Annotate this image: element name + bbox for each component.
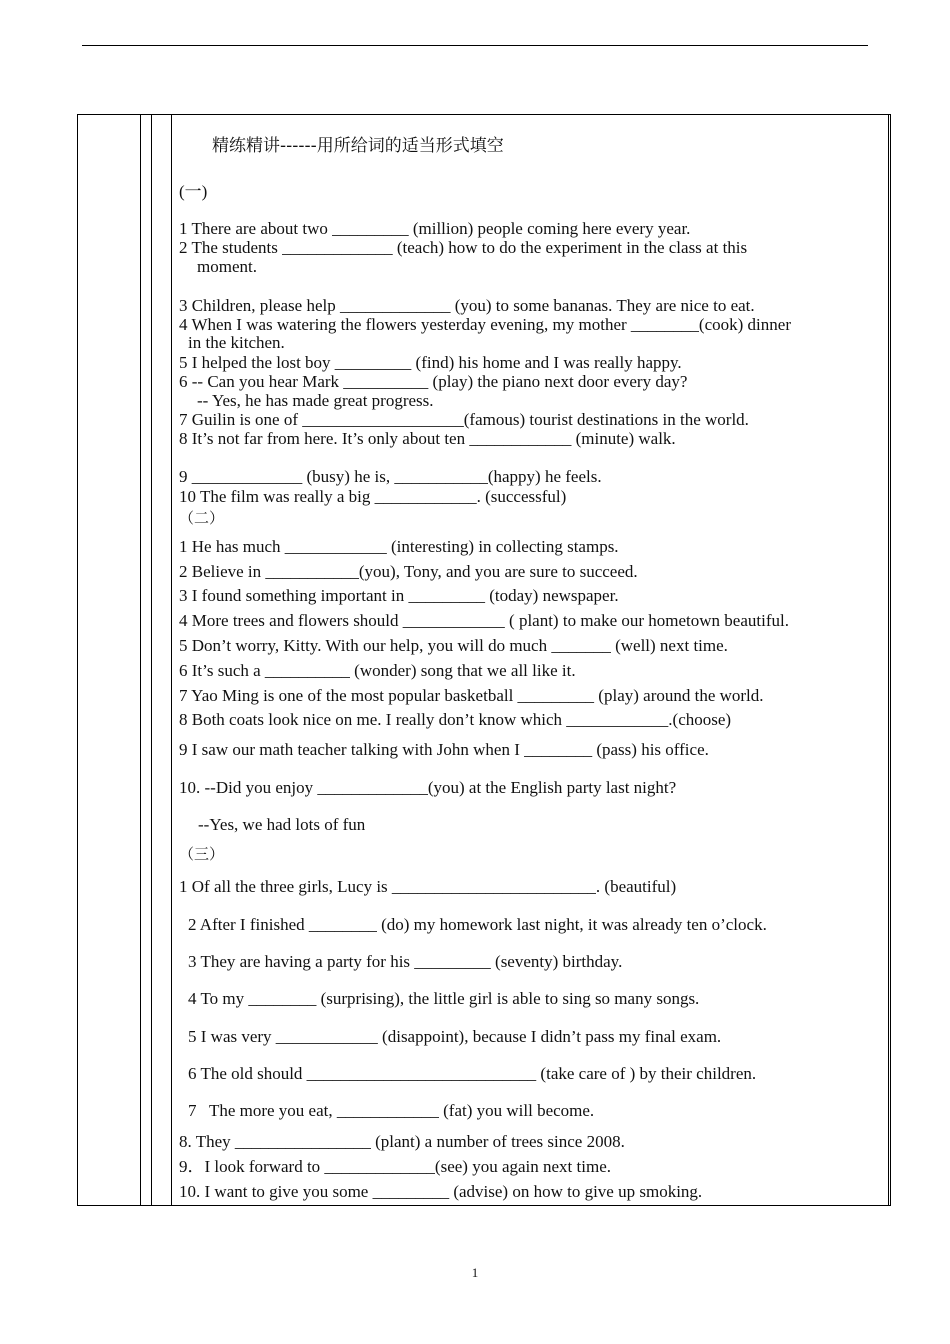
- question-line: 3 I found something important in _________ (today) newspaper.: [179, 586, 619, 605]
- question-line: 2 After I finished ________ (do) my homework last night, it was already ten o’clock.: [188, 915, 767, 934]
- question-line: 3 They are having a party for his _________ (seventy) birthday.: [188, 952, 623, 971]
- question-line-continued: in the kitchen.: [188, 333, 285, 352]
- question-line: 9 _____________ (busy) he is, ___________(happy) he feels.: [179, 467, 602, 486]
- page-number: 1: [471, 1265, 479, 1280]
- question-line: 4 When I was watering the flowers yesterday evening, my mother ________(cook) dinner: [179, 315, 791, 334]
- question-line: 10. I want to give you some _________ (advise) on how to give up smoking.: [179, 1182, 703, 1201]
- question-line: 4 More trees and flowers should ____________ ( plant) to make our hometown beautiful.: [179, 611, 789, 630]
- question-line: 2 The students _____________ (teach) how to do the experiment in the class at this: [179, 238, 748, 257]
- question-line: 6 It’s such a __________ (wonder) song that we all like it.: [179, 661, 576, 680]
- question-line: 9．I look forward to _____________(see) you again next time.: [179, 1157, 611, 1176]
- question-line-continued: -- Yes, he has made great progress.: [197, 391, 434, 410]
- question-line: 7 Yao Ming is one of the most popular basketball _________ (play) around the world.: [179, 686, 764, 705]
- question-line-continued: moment.: [197, 257, 257, 276]
- question-line: 7 The more you eat, ____________ (fat) you will become.: [188, 1101, 595, 1120]
- section-label: （二）: [179, 509, 225, 527]
- question-line: 5 I was very ____________ (disappoint), because I didn’t pass my final exam.: [188, 1027, 722, 1046]
- question-line: 3 Children, please help _____________ (you) to some bananas. They are nice to eat.: [179, 296, 755, 315]
- question-line: 1 Of all the three girls, Lucy is ________________________. (beautiful): [179, 877, 677, 896]
- question-line: 8 Both coats look nice on me. I really don’t know which ____________.(choose): [179, 710, 732, 729]
- question-line-continued: --Yes, we had lots of fun: [198, 815, 366, 834]
- question-line: 5 I helped the lost boy _________ (find) his home and I was really happy.: [179, 353, 682, 372]
- section-label: （三）: [179, 845, 225, 863]
- question-line: 2 Believe in ___________(you), Tony, and you are sure to succeed.: [179, 562, 638, 581]
- section-label: (一): [179, 182, 208, 201]
- question-line: 1 He has much ____________ (interesting) in collecting stamps.: [179, 537, 619, 556]
- question-line: 10 The film was really a big ____________. (successful): [179, 487, 567, 506]
- question-line: 6 The old should ___________________________ (take care of ) by their children.: [188, 1064, 757, 1083]
- question-line: 5 Don’t worry, Kitty. With our help, you will do much _______ (well) next time.: [179, 636, 728, 655]
- question-line: 10. --Did you enjoy _____________(you) at the English party last night?: [179, 778, 677, 797]
- question-line: 8. They ________________ (plant) a number of trees since 2008.: [179, 1132, 625, 1151]
- question-line: 6 -- Can you hear Mark __________ (play) the piano next door every day?: [179, 372, 688, 391]
- question-line: 8 It’s not far from here. It’s only about ten ____________ (minute) walk.: [179, 429, 676, 448]
- exercise-title: 精练精讲------用所给词的适当形式填空: [212, 136, 504, 156]
- question-line: 4 To my ________ (surprising), the little girl is able to sing so many songs.: [188, 989, 700, 1008]
- question-line: 7 Guilin is one of ___________________(famous) tourist destinations in the world.: [179, 410, 749, 429]
- question-line: 9 I saw our math teacher talking with John when I ________ (pass) his office.: [179, 740, 709, 759]
- question-line: 1 There are about two _________ (million) people coming here every year.: [179, 219, 691, 238]
